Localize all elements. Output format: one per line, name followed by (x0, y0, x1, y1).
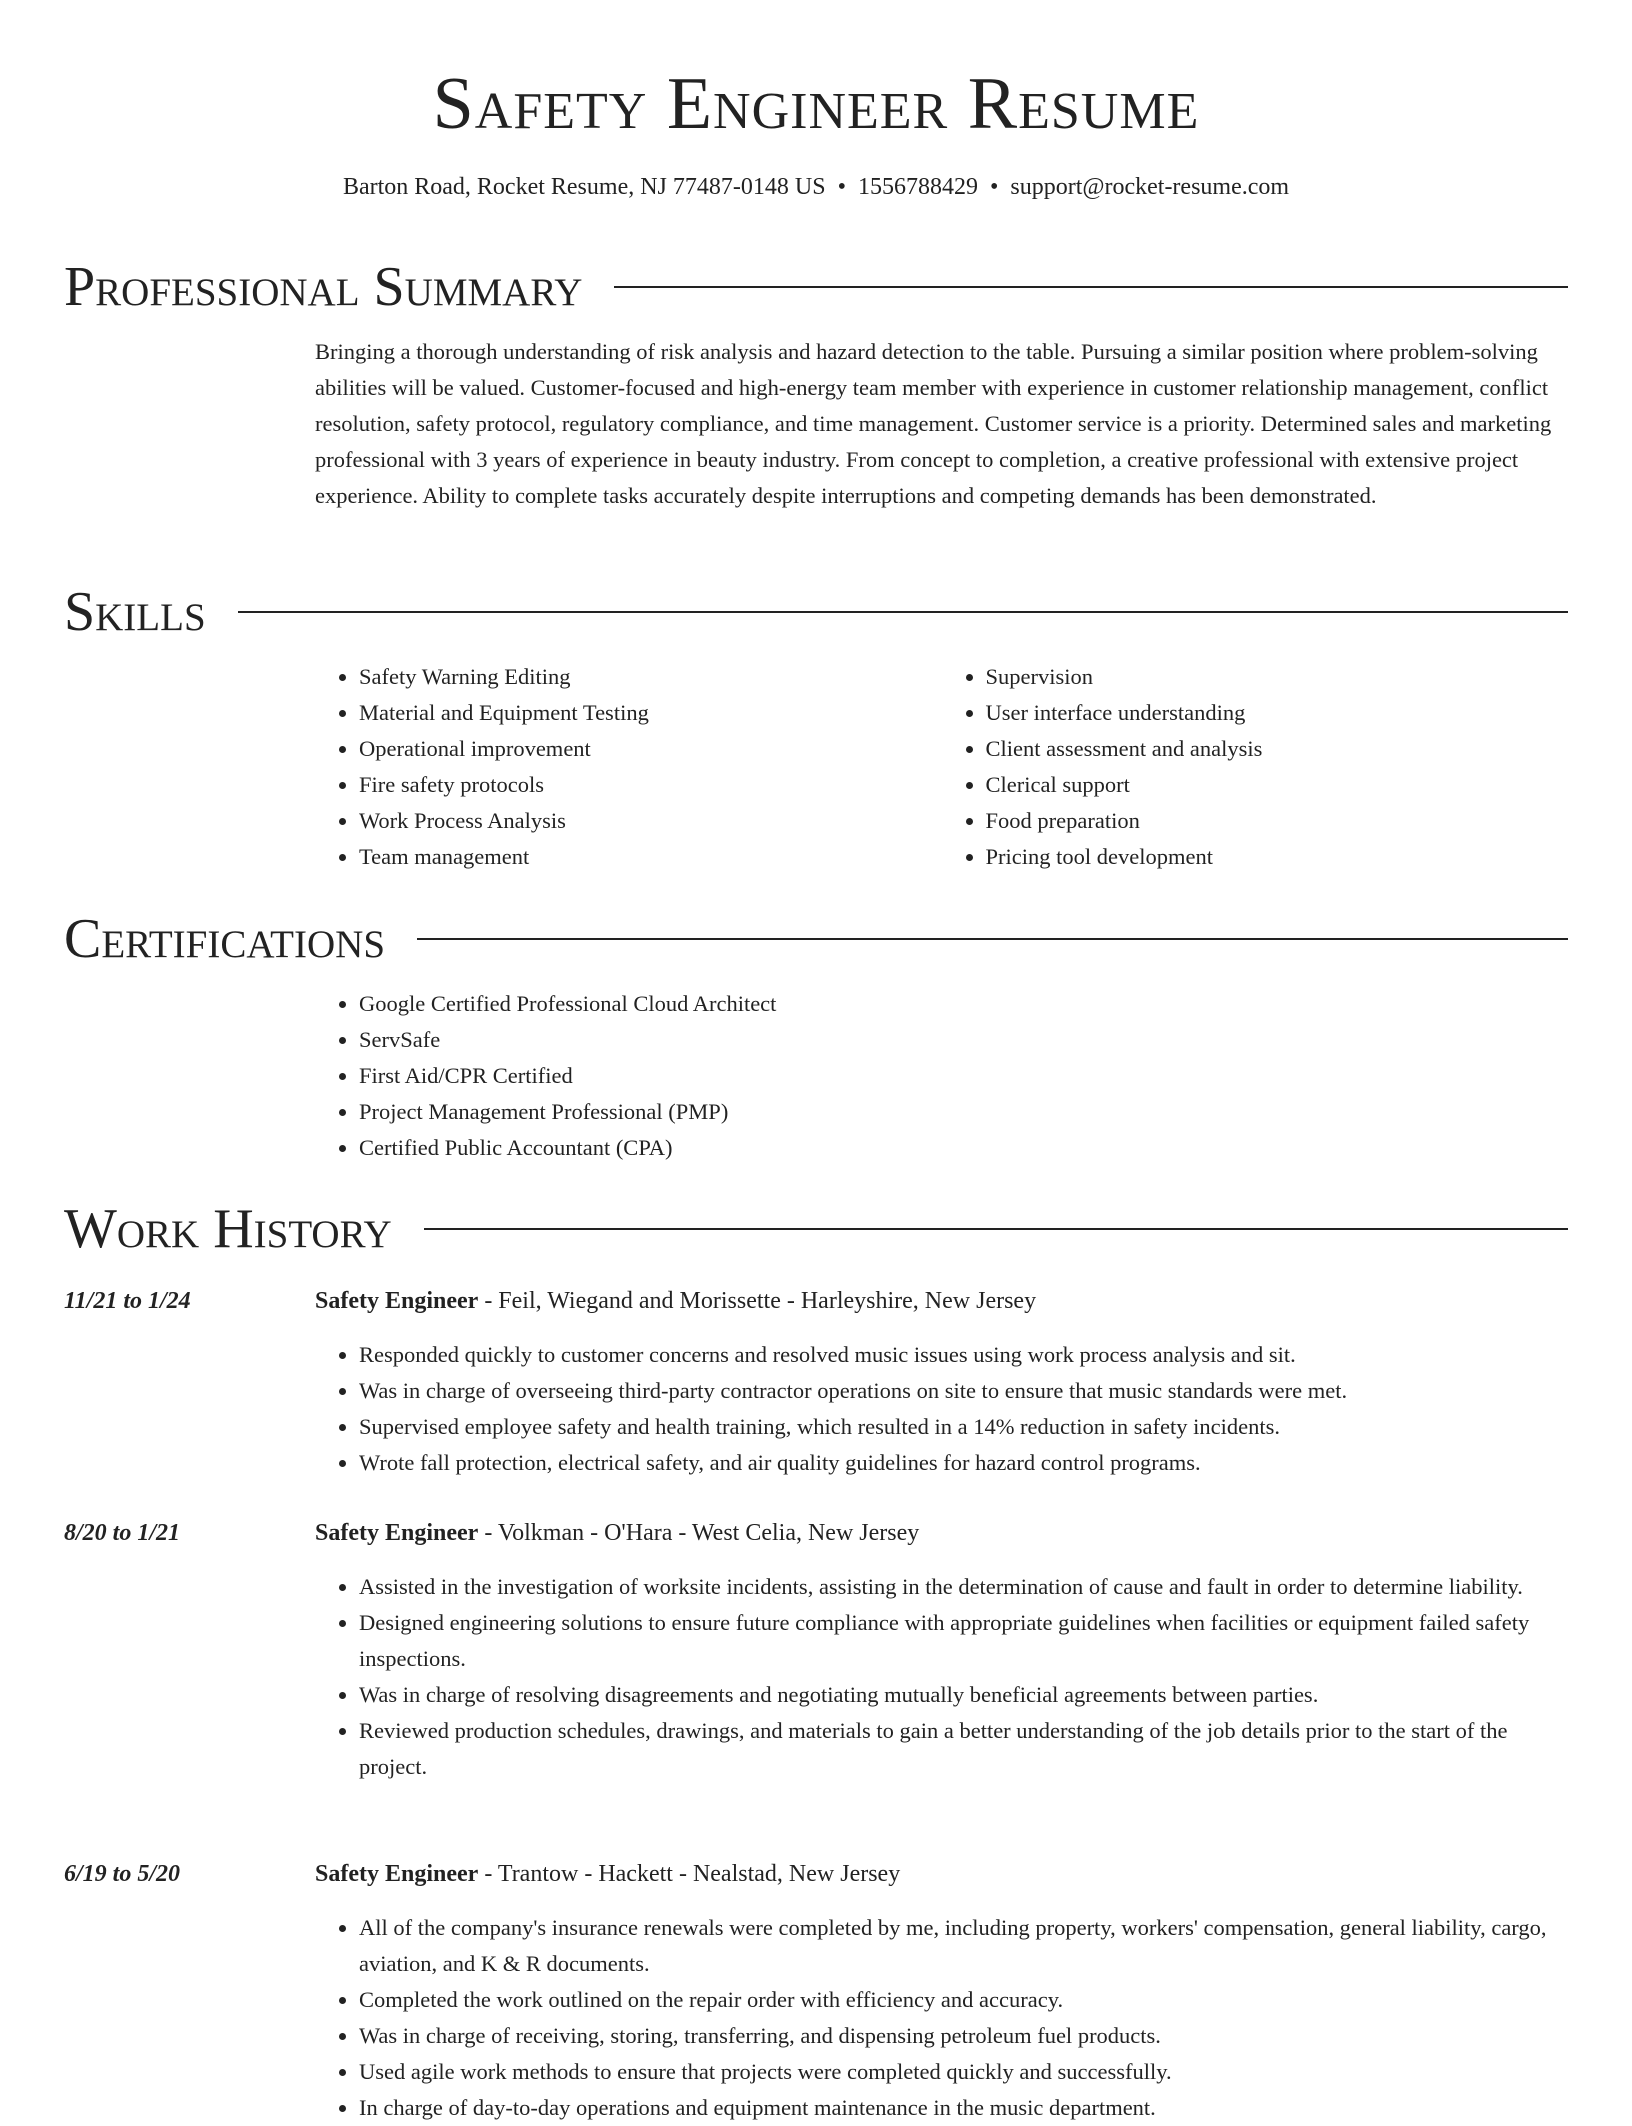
job-bullet-list (315, 1910, 1568, 2126)
job-details: - Volkman - O'Hara - West Celia, New Jersey (478, 1520, 920, 1546)
certification-item: • ServSafe (359, 1022, 1568, 1058)
job-header (64, 1856, 1568, 1892)
job-bullets (315, 1337, 1568, 1481)
job-bullet: • Designed engineering solutions to ensure future compliance with appropriate guidelines when facilities or equipment failed safety inspections. (359, 1605, 1568, 1677)
contact-separator: • (989, 174, 999, 200)
skill-item: • Material and Equipment Testing (359, 695, 942, 731)
job-details: - Feil, Wiegand and Morissette - Harleyshire, New Jersey (478, 1288, 1037, 1314)
skill-item: • User interface understanding (986, 695, 1569, 731)
job-entry (64, 1283, 1568, 1481)
certifications-header (64, 908, 1568, 970)
job-bullet: • Assisted in the investigation of worksite incidents, assisting in the determination of cause and fault in order to determine liability. (359, 1569, 1568, 1605)
job-bullet: • Responded quickly to customer concerns and resolved music issues using work process analysis and sit. (359, 1337, 1568, 1373)
job-heading (315, 1283, 1036, 1319)
skills-section (64, 581, 1568, 875)
job-bullet: • Completed the work outlined on the repair order with efficiency and accuracy. (359, 1982, 1568, 2018)
skill-item: • Clerical support (986, 767, 1569, 803)
job-bullets (315, 1910, 1568, 2126)
job-dates: 11/21 to 1/24 (64, 1288, 191, 1314)
skill-item: • Pricing tool development (986, 839, 1569, 875)
job-title: Safety Engineer (315, 1288, 479, 1314)
resume-page (64, 0, 1568, 2120)
job-header (64, 1283, 1568, 1319)
certification-item: • First Aid/CPR Certified (359, 1058, 1568, 1094)
certifications-heading: Certifications (64, 908, 386, 970)
job-bullet-list (315, 1337, 1568, 1481)
work-history-heading: Work History (64, 1198, 392, 1260)
contact-separator: • (837, 174, 846, 200)
summary-text: Bringing a thorough understanding of risk analysis and hazard detection to the table. Pursuing a similar position where problem-solving abilities will be valued. Customer-focused and high-energy team member with experience in customer relationship management, conflict resolution, safety protocol, regulatory compliance, and time management. Customer service is a priority. Determined sales and marketing professional with 3 years of experience in beauty industry. From concept to completion, a creative professional with extensive project experience. Ability to complete tasks accurately despite interruptions and competing demands has been demonstrated. (315, 339, 1552, 508)
certifications-items (315, 986, 1568, 1166)
skill-item: • Fire safety protocols (359, 767, 942, 803)
summary-header (64, 256, 1568, 318)
section-divider (424, 1228, 1568, 1230)
summary-heading: Professional Summary (64, 256, 583, 318)
job-entry (64, 1856, 1568, 2126)
job-dates: 8/20 to 1/21 (64, 1520, 181, 1546)
job-bullet: • Wrote fall protection, electrical safety, and air quality guidelines for hazard control programs. (359, 1445, 1568, 1481)
contact-address: Barton Road, Rocket Resume, NJ 77487-0148 US (342, 174, 826, 200)
work-history-section (64, 1198, 1568, 1260)
job-bullet: • Was in charge of resolving disagreements and negotiating mutually beneficial agreements between parties. (359, 1677, 1568, 1713)
skill-item: • Team management (359, 839, 942, 875)
section-divider (614, 286, 1568, 288)
skills-heading: Skills (64, 581, 206, 643)
work-history-header (64, 1198, 1568, 1260)
contact-email: support@rocket-resume.com (1010, 174, 1290, 200)
job-bullet: • Used agile work methods to ensure that projects were completed quickly and successfully. (359, 2054, 1568, 2090)
contact-line (64, 172, 1568, 202)
certifications-section (64, 908, 1568, 1166)
skills-left-column (315, 659, 942, 875)
certification-item: • Project Management Professional (PMP) (359, 1094, 1568, 1130)
certifications-list (315, 986, 1568, 1166)
job-bullet: • Was in charge of overseeing third-party contractor operations on site to ensure that music standards were met. (359, 1373, 1568, 1409)
resume-title: Safety Engineer Resume (432, 63, 1200, 145)
summary-section (64, 256, 1568, 514)
certification-item: • Certified Public Accountant (CPA) (359, 1130, 1568, 1166)
job-details: - Trantow - Hackett - Nealstad, New Jersey (478, 1861, 901, 1887)
summary-body (315, 334, 1568, 514)
job-bullet: • Supervised employee safety and health training, which resulted in a 14% reduction in safety incidents. (359, 1409, 1568, 1445)
section-divider (417, 938, 1568, 940)
skills-right-column (942, 659, 1569, 875)
skill-item: • Safety Warning Editing (359, 659, 942, 695)
skill-item: • Operational improvement (359, 731, 942, 767)
skills-header (64, 581, 1568, 643)
skill-item: • Supervision (986, 659, 1569, 695)
job-bullet: • All of the company's insurance renewals were completed by me, including property, workers' compensation, general liability, cargo, aviation, and K & R documents. (359, 1910, 1568, 1982)
job-title: Safety Engineer (315, 1861, 479, 1887)
job-bullet-list (315, 1569, 1568, 1785)
job-bullet: • Reviewed production schedules, drawings, and materials to gain a better understanding of the job details prior to the start of the project. (359, 1713, 1568, 1785)
job-header (64, 1515, 1568, 1551)
job-bullets (315, 1569, 1568, 1785)
job-dates: 6/19 to 5/20 (64, 1861, 181, 1887)
job-heading (315, 1856, 900, 1892)
job-entry (64, 1515, 1568, 1785)
job-heading (315, 1515, 919, 1551)
skills-list (315, 659, 1568, 875)
certification-item: • Google Certified Professional Cloud Architect (359, 986, 1568, 1022)
section-divider (238, 611, 1568, 613)
job-bullet: • In charge of day-to-day operations and equipment maintenance in the music department. (359, 2090, 1568, 2126)
skill-item: • Client assessment and analysis (986, 731, 1569, 767)
skill-item: • Work Process Analysis (359, 803, 942, 839)
job-bullet: • Was in charge of receiving, storing, transferring, and dispensing petroleum fuel products. (359, 2018, 1568, 2054)
contact-phone: 1556788429 (857, 174, 978, 200)
job-title: Safety Engineer (315, 1520, 479, 1546)
skill-item: • Food preparation (986, 803, 1569, 839)
